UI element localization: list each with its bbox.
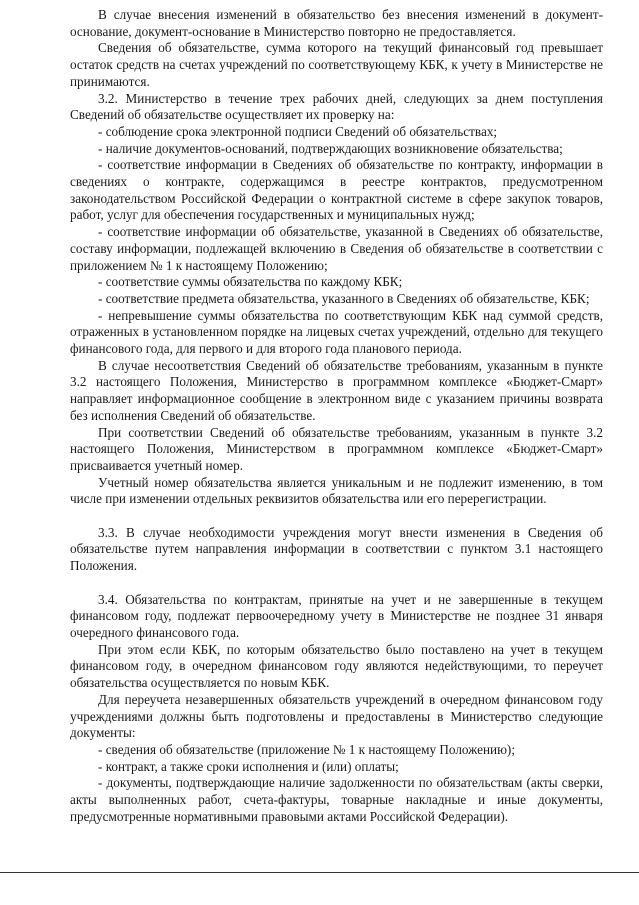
paragraph: Для переучета незавершенных обязательств учреждений в очередном финансовом году учреждениями должны быть подготовлены и предоставлены в Министерство следующие документы: — [70, 691, 603, 741]
spacer — [70, 575, 603, 592]
list-item: - соответствие информации в Сведениях об обязательстве по контракту, информации в сведениях о контракте, содержащимся в реестре контрактов, предусмотренном законодательством Российской Федерации о контрактной системе в сфере закупок товаров, работ, услуг для обеспечения государственных и муниципальных нужд; — [70, 157, 603, 223]
section-3-3: 3.3. В случае необходимости учреждения могут внести изменения в Сведения об обязательстве путем направления информации в соответствии с пунктом 3.1 настоящего Положения. — [70, 524, 603, 574]
spacer — [70, 508, 603, 525]
document-page — [70, 7, 603, 825]
list-item: - соблюдение срока электронной подписи Сведений об обязательствах; — [98, 123, 498, 139]
paragraph: При соответствии Сведений об обязательстве требованиям, указанным в пункте 3.2 настоящего Положения, Министерством в программном комплексе «Бюджет-Смарт» присваивается учетный номер. — [70, 424, 603, 473]
list-item: - непревышение суммы обязательства по соответствующим КБК над суммой средств, отраженных в установленном порядке на лицевых счетах учреждений, отдельно для текущего финансового года, для первого и для второго года планового периода. — [70, 307, 603, 357]
list-item: - соответствие информации об обязательстве, указанной в Сведениях об обязательстве, составу информации, подлежащей включению в Сведения об обязательстве в соответствии с приложением № 1 к настоящему Положению; — [70, 224, 603, 273]
list-item: - сведения об обязательстве (приложение № 1 к настоящему Положению); — [98, 741, 515, 757]
paragraph: В случае внесения изменений в обязательство без внесения изменений в документ-основание, документ-основание в Министерство повторно не предоставляется. — [70, 7, 603, 39]
paragraph: В случае несоответствия Сведений об обязательстве требованиям, указанным в пункте 3.2 настоящего Положения, Министерство в программном комплексе «Бюджет-Смарт» направляет информационное сообщение в электронном виде с указанием причины возврата без исполнения Сведений об обязательстве. — [70, 357, 603, 423]
list-item: - документы, подтверждающие наличие задолженности по обязательствам (акты сверки, акты выполненных работ, счета-фактуры, товарные накладные и иные документы, предусмотренные нормативными правовыми актами Российской Федерации). — [70, 775, 603, 824]
paragraph: Сведения об обязательстве, сумма которого на текущий финансовый год превышает остаток средств на счетах учреждений по соответствующему КБК, к учету в Министерстве не принимаются. — [70, 40, 603, 89]
paragraph: Учетный номер обязательства является уникальным и не подлежит изменению, в том числе при изменении отдельных реквизитов обязательства или его перерегистрации. — [70, 474, 603, 507]
section-3-2-heading: 3.2. Министерство в течение трех рабочих дней, следующих за днем поступления Сведений об обязательстве осуществляет их проверку на: — [70, 90, 603, 123]
list-item: - контракт, а также сроки исполнения и (или) оплаты; — [98, 758, 399, 774]
page-bottom-rule — [0, 872, 639, 873]
section-3-4: 3.4. Обязательства по контрактам, принятые на учет и не завершенные в текущем финансовом году, подлежат первоочередному учету в Министерстве не позднее 31 января очередного финансового года. — [70, 591, 603, 640]
paragraph: При этом если КБК, по которым обязательство было поставлено на учет в текущем финансовом году, в очередном финансовом году являются недействующими, то переучет обязательства осуществляется по новым КБК. — [70, 641, 603, 691]
list-item: - соответствие предмета обязательства, указанного в Сведениях об обязательстве, КБК; — [98, 290, 590, 306]
list-item: - соответствие суммы обязательства по каждому КБК; — [98, 274, 403, 290]
list-item: - наличие документов-оснований, подтверждающих возникновение обязательства; — [98, 140, 563, 156]
